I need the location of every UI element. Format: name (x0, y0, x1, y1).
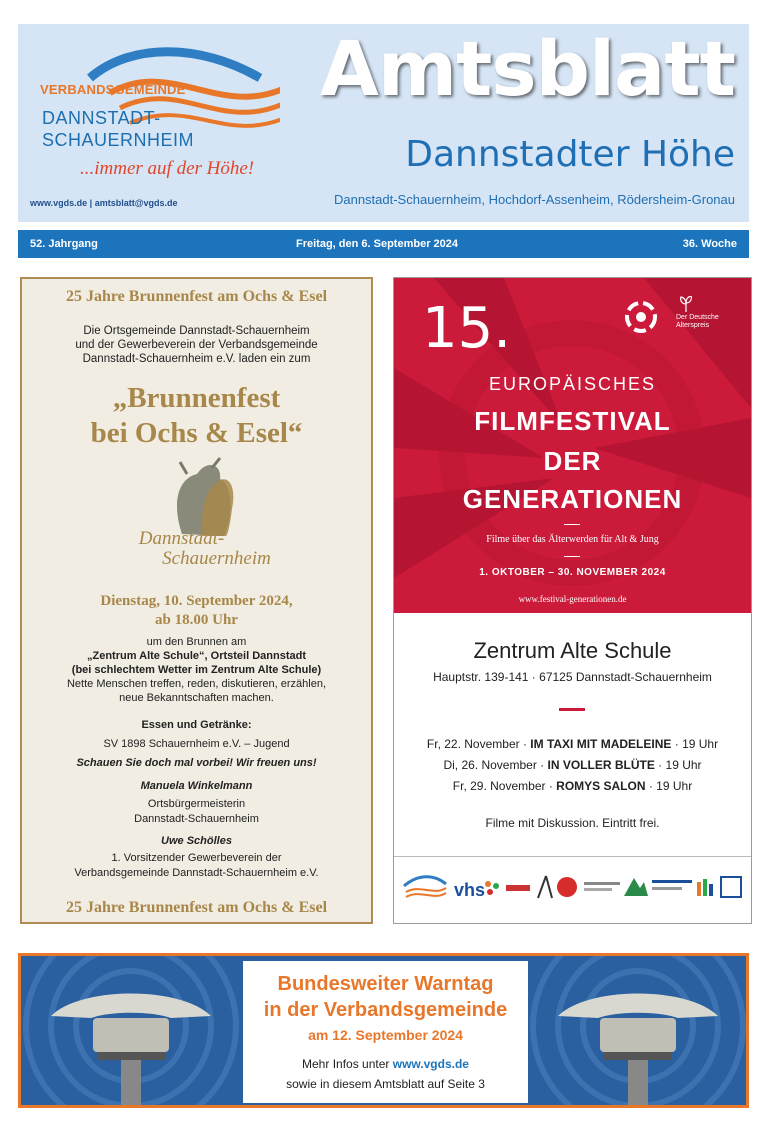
logo-top-text: VERBANDSGEMEINDE (40, 82, 186, 97)
header-links[interactable]: www.vgds.de | amtsblatt@vgds.de (30, 198, 178, 208)
gesundheitsamt-logo-icon (652, 878, 692, 894)
screening-time: 19 Uhr (682, 737, 719, 751)
warntag-info (243, 1057, 528, 1071)
role-line: Dannstadt-Schauernheim (134, 813, 259, 825)
volume-label: 52. Jahrgang (30, 238, 98, 250)
food-title: Essen und Getränke: (141, 719, 252, 731)
poster-divider (564, 524, 580, 525)
mountain-logo-icon (624, 874, 648, 896)
poster-dates: 1. OKTOBER – 30. NOVEMBER 2024 (479, 567, 666, 578)
festival-edition: 15. (422, 296, 512, 361)
signatory-1-name: Manuela Winkelmann (140, 780, 253, 792)
poster-url[interactable]: www.festival-generationen.de (518, 594, 627, 604)
brunnenfest-notice (20, 277, 373, 924)
vg-sponsor-logo-icon (400, 874, 450, 904)
alterspreis-sprout-icon (679, 296, 693, 312)
info-prefix: Mehr Infos unter (302, 1057, 393, 1071)
event-date (22, 592, 371, 630)
sponsor-text-logo-icon (584, 878, 620, 896)
notice-heading-top: 25 Jahre Brunnenfest am Ochs & Esel (65, 288, 328, 305)
screening-date: Fr, 29. November (452, 779, 546, 793)
role-line: 1. Vorsitzender Gewerbeverein der (111, 852, 282, 864)
logo-name-line1: DANNSTADT- (42, 108, 161, 128)
poster-line1: EUROPÄISCHES (488, 374, 657, 394)
event-description (22, 677, 371, 705)
poster-line4: GENERATIONEN (462, 484, 683, 514)
ifb-logo-icon (556, 876, 578, 898)
event-title (22, 381, 371, 451)
info-link[interactable]: www.vgds.de (392, 1057, 469, 1071)
sponsor-divider (394, 856, 751, 857)
filmfestival-notice (393, 277, 752, 924)
poster-line2: FILMFESTIVAL (474, 406, 671, 436)
screening-date: Fr, 22. November (426, 737, 520, 751)
event-date-line2: ab 18.00 Uhr (155, 612, 238, 628)
desc-line: neue Bekanntschaften machen. (119, 692, 274, 704)
intro-line: und der Gewerbeverein der Verbandsgemeinde (75, 339, 318, 351)
role-line: Verbandsgemeinde Dannstadt-Schauernheim e.V. (74, 867, 319, 879)
page-subtitle: Dannstadter Höhe (405, 134, 735, 175)
location-line: (bei schlechtem Wetter im Zentrum Alte Schule) (71, 664, 322, 676)
towns-line: Dannstadt-Schauernheim, Hochdorf-Assenheim, Rödersheim-Gronau (333, 192, 735, 207)
poster-tagline: Filme über das Älterwerden für Alt & Jung (486, 534, 659, 545)
location-line: um den Brunnen am (146, 636, 247, 648)
issue-info-bar (18, 230, 749, 258)
logo-slogan: ...immer auf der Höhe! (80, 158, 255, 179)
signatory-2-role (22, 851, 371, 881)
warntag-text-panel (243, 961, 528, 1103)
intro-line: Dannstadt-Schauernheim e.V. laden ein zum (82, 353, 311, 365)
screening-title: IN VOLLER BLÜTE (547, 758, 655, 772)
venue-name: Zentrum Alte Schule (473, 638, 672, 663)
event-date-line1: Dienstag, 10. September 2024, (100, 593, 293, 609)
sponsor-logos (394, 858, 751, 924)
partner-label: Der Deutsche Alterspreis (676, 314, 719, 329)
poster-divider (564, 556, 580, 557)
location-line: „Zentrum Alte Schule“, Ortsteil Dannstadt (86, 650, 306, 662)
week-label: 36. Woche (682, 238, 737, 250)
vhs-logo: vhs (454, 880, 486, 900)
screenings-list (394, 734, 751, 797)
invite-text: Schauen Sie doch mal vorbei! Wir freuen uns! (76, 757, 317, 769)
screening-item: Fr, 22. November · IM TAXI MIT MADELEINE · 19 Uhr (426, 737, 719, 751)
warntag-line2: in der Verbandsgemeinde (263, 999, 508, 1021)
warntag-line1: Bundesweiter Warntag (277, 973, 494, 995)
warntag-info-line2: sowie in diesem Amtsblatt auf Seite 3 (286, 1077, 485, 1091)
town-logo-line2: Schauernheim (162, 548, 271, 569)
siren-left-icon (21, 956, 243, 1106)
notice-intro (22, 324, 371, 366)
intro-line: Die Ortsgemeinde Dannstadt-Schauernheim (83, 325, 310, 337)
warntag-banner (18, 953, 749, 1108)
screening-time: 19 Uhr (665, 758, 702, 772)
food-text: SV 1898 Schauernheim e.V. – Jugend (103, 738, 290, 750)
sponsor-logo-icon (506, 882, 530, 894)
figures-logo-icon (696, 876, 716, 896)
screening-note: Filme mit Diskussion. Eintritt frei. (485, 816, 660, 830)
screening-time: 19 Uhr (656, 779, 693, 793)
issue-date: Freitag, den 6. September 2024 (296, 238, 459, 250)
screening-title: ROMYS SALON (556, 779, 646, 793)
notice-heading-bottom: 25 Jahre Brunnenfest am Ochs & Esel (65, 899, 328, 916)
screening-item: Fr, 29. November · ROMYS SALON · 19 Uhr (452, 779, 693, 793)
event-title-line1: „Brunnenfest (112, 382, 281, 414)
poster-line3: DER (543, 446, 602, 476)
screening-date: Di, 26. November (443, 758, 537, 772)
town-logo-text (22, 529, 371, 569)
desc-line: Nette Menschen treffen, reden, diskutieren, erzählen, (66, 678, 327, 690)
page-title: Amtsblatt (320, 24, 735, 113)
role-line: Ortsbürgermeisterin (147, 798, 246, 810)
siren-right-icon (528, 956, 746, 1106)
festival-logo-icon (624, 300, 658, 334)
warntag-date: am 12. September 2024 (308, 1027, 463, 1043)
venue-divider (559, 708, 585, 711)
vg-logo (30, 38, 280, 218)
sponsor-figure-icon (534, 874, 554, 900)
event-location (22, 635, 371, 677)
signatory-2-name: Uwe Schölles (161, 835, 232, 847)
screening-item: Di, 26. November · IN VOLLER BLÜTE · 19 Uhr (443, 758, 702, 772)
signatory-1-role (22, 797, 371, 827)
event-title-line2: bei Ochs & Esel“ (90, 417, 303, 449)
screening-title: IM TAXI MIT MADELEINE (530, 737, 672, 751)
logo-name-line2: SCHAUERNHEIM (42, 130, 195, 150)
masthead (18, 24, 749, 222)
town-logo-line1: Dannstadt- (138, 528, 225, 549)
sponsor-box-logo-icon (720, 876, 742, 898)
festival-poster (394, 278, 751, 613)
vhs-dots-icon (484, 880, 500, 896)
venue-address: Hauptstr. 139-141 · 67125 Dannstadt-Schauernheim (433, 670, 712, 684)
